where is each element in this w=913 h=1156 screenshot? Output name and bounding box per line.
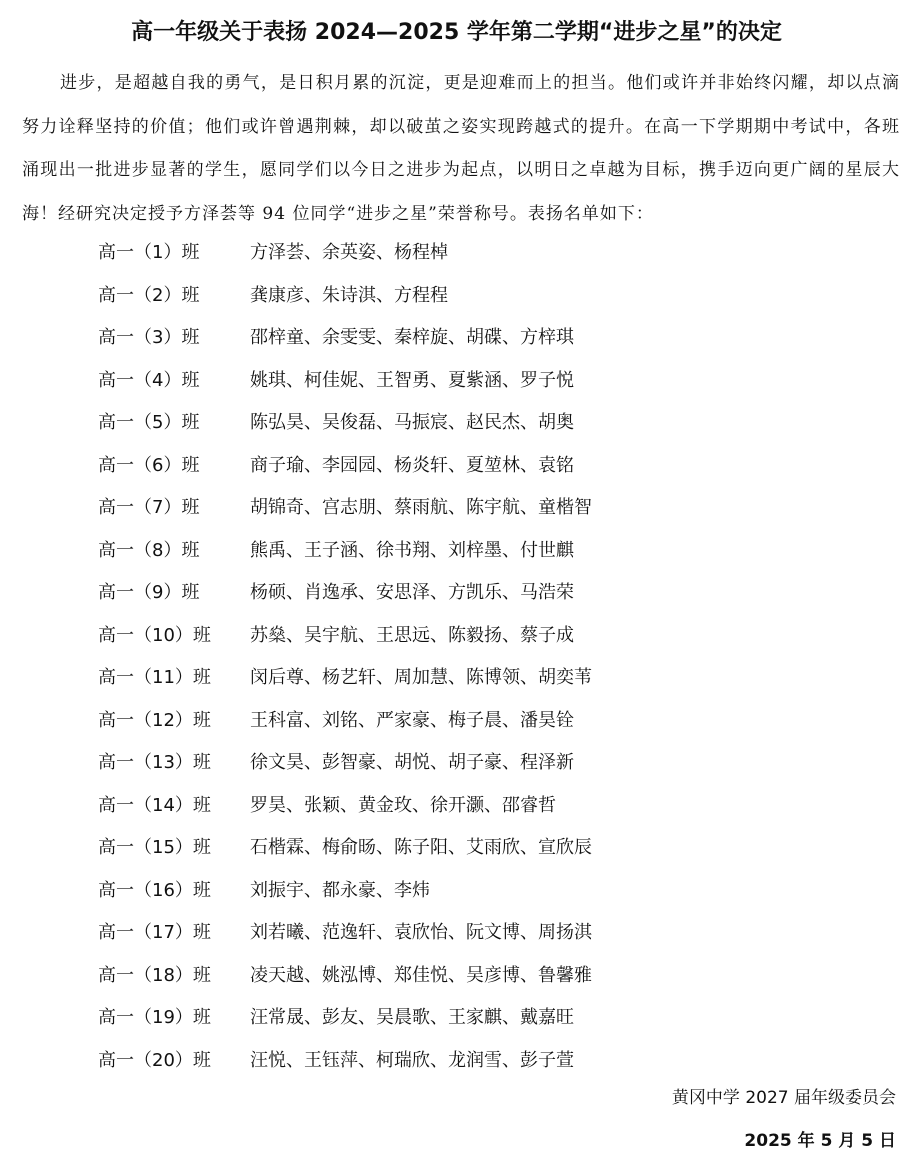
student-names: 闵后尊、杨艺轩、周加慧、陈博领、胡奕苇 — [250, 667, 592, 689]
class-row — [98, 740, 798, 783]
honor-list — [98, 230, 798, 1080]
class-row — [98, 315, 798, 358]
student-names: 熊禹、王子涵、徐书翔、刘梓墨、付世麒 — [250, 539, 574, 561]
class-name: 高一（4）班 — [98, 369, 200, 391]
student-names: 王科富、刘铭、严家豪、梅子晨、潘昊铨 — [250, 709, 574, 731]
class-row — [98, 825, 798, 868]
student-names: 苏燊、吴宇航、王思远、陈毅扬、蔡子成 — [250, 624, 574, 646]
class-name: 高一（2）班 — [98, 284, 200, 306]
class-row — [98, 230, 798, 273]
class-row — [98, 698, 798, 741]
student-names: 胡锦奇、宫志朋、蔡雨航、陈宇航、童楷智 — [250, 497, 592, 519]
class-row — [98, 528, 798, 571]
student-names: 杨硕、肖逸承、安思泽、方凯乐、马浩荣 — [250, 582, 574, 604]
class-name: 高一（18）班 — [98, 964, 211, 986]
class-row — [98, 570, 798, 613]
student-names: 汪常晟、彭友、吴晨歌、王家麒、戴嘉旺 — [250, 1007, 574, 1029]
class-name: 高一（12）班 — [98, 709, 211, 731]
student-names: 汪悦、王钰萍、柯瑞欣、龙润雪、彭子萱 — [250, 1049, 574, 1071]
class-row — [98, 443, 798, 486]
class-row — [98, 485, 798, 528]
class-row — [98, 1038, 798, 1081]
class-row — [98, 273, 798, 316]
class-row — [98, 655, 798, 698]
class-name: 高一（13）班 — [98, 752, 211, 774]
issue-date: 2025 年 5 月 5 日 — [744, 1131, 896, 1151]
student-names: 石楷霖、梅俞旸、陈子阳、艾雨欣、宣欣辰 — [250, 837, 592, 859]
student-names: 邵梓童、余雯雯、秦梓旋、胡碟、方梓琪 — [250, 327, 574, 349]
intro-paragraph: 进步，是超越自我的勇气，是日积月累的沉淀，更是迎难而上的担当。他们或许并非始终闪耀，却以点滴努力诠释坚持的价值；他们或许曾遇荆棘，却以破茧之姿实现跨越式的提升。在高一下学期期中考试中，各班涌现出一批进步显著的学生，愿同学们以今日之进步为起点，以明日之卓越为目标，携手迈向更广阔的星辰大海！经研究决定授予方泽荟等 94 位同学“进步之星”荣誉称号。表扬名单如下： — [22, 73, 900, 224]
student-names: 刘振宇、都永豪、李炜 — [250, 879, 430, 901]
student-names: 方泽荟、余英姿、杨程棹 — [250, 242, 448, 264]
student-names: 徐文昊、彭智豪、胡悦、胡子豪、程泽新 — [250, 752, 574, 774]
class-name: 高一（6）班 — [98, 454, 200, 476]
class-name: 高一（20）班 — [98, 1049, 211, 1071]
issuer-signature: 黄冈中学 2027 届年级委员会 — [671, 1088, 896, 1108]
class-name: 高一（10）班 — [98, 624, 211, 646]
class-name: 高一（8）班 — [98, 539, 200, 561]
class-row — [98, 358, 798, 401]
class-row — [98, 910, 798, 953]
class-name: 高一（1）班 — [98, 242, 200, 264]
student-names: 商子瑜、李园园、杨炎轩、夏堃林、袁铭 — [250, 454, 574, 476]
student-names: 罗昊、张颖、黄金玫、徐开灏、邵睿哲 — [250, 794, 556, 816]
class-row — [98, 953, 798, 996]
class-name: 高一（14）班 — [98, 794, 211, 816]
class-name: 高一（16）班 — [98, 879, 211, 901]
student-names: 凌天越、姚泓博、郑佳悦、吴彦博、鲁馨雅 — [250, 964, 592, 986]
class-row — [98, 783, 798, 826]
class-name: 高一（11）班 — [98, 667, 211, 689]
student-names: 刘若曦、范逸轩、袁欣怡、阮文博、周扬淇 — [250, 922, 592, 944]
class-name: 高一（19）班 — [98, 1007, 211, 1029]
student-names: 陈弘昊、吴俊磊、马振宸、赵民杰、胡奥 — [250, 412, 574, 434]
student-names: 龚康彦、朱诗淇、方程程 — [250, 284, 448, 306]
student-names: 姚琪、柯佳妮、王智勇、夏紫涵、罗子悦 — [250, 369, 574, 391]
class-name: 高一（7）班 — [98, 497, 200, 519]
class-name: 高一（9）班 — [98, 582, 200, 604]
class-row — [98, 613, 798, 656]
document-title: 高一年级关于表扬 2024—2025 学年第二学期“进步之星”的决定 — [131, 20, 782, 45]
class-row — [98, 868, 798, 911]
class-row — [98, 995, 798, 1038]
class-name: 高一（17）班 — [98, 922, 211, 944]
class-row — [98, 400, 798, 443]
class-name: 高一（15）班 — [98, 837, 211, 859]
class-name: 高一（5）班 — [98, 412, 200, 434]
class-name: 高一（3）班 — [98, 327, 200, 349]
